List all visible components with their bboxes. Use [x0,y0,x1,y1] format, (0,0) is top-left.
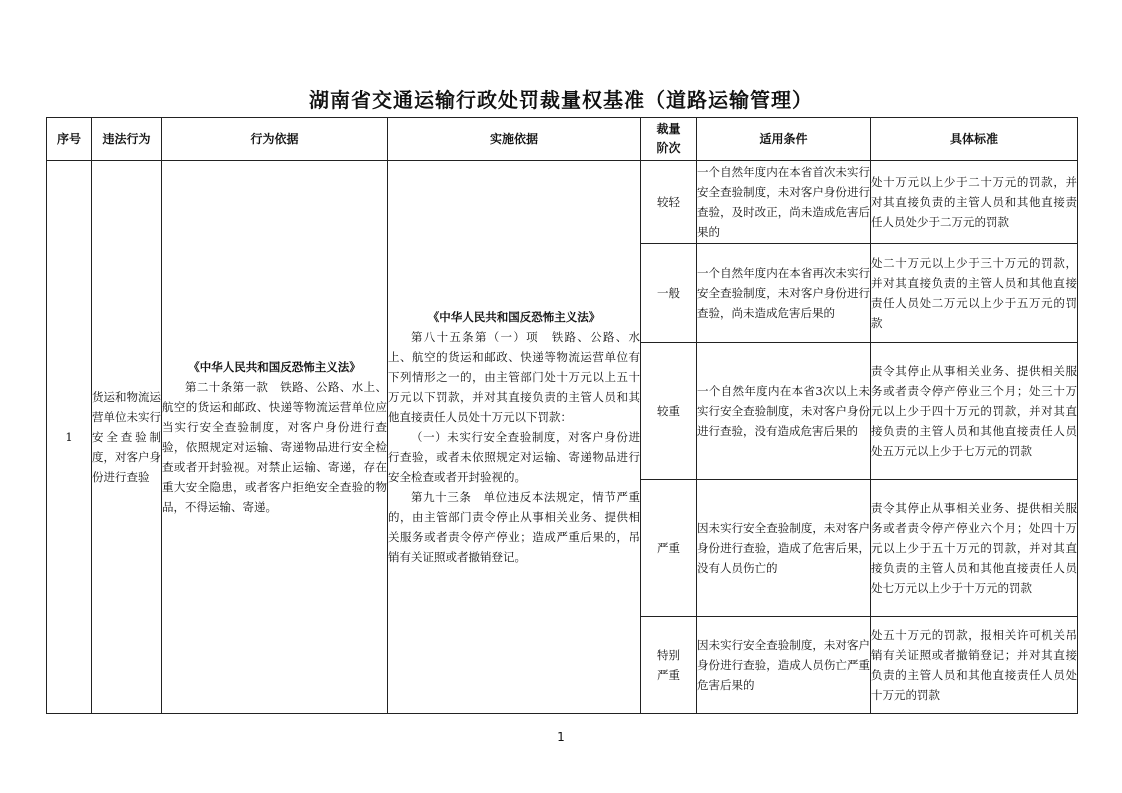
condition-cell: 一个自然年度内在本省首次未实行安全查验制度，未对客户身份进行查验，及时改正，尚未造成危害后果的 [697,161,871,244]
level-cell: 一般 [641,244,697,343]
standard-cell: 处十万元以上少于二十万元的罚款，并对其直接负责的主管人员和其他直接责任人员处少于二万元的罚款 [871,161,1078,244]
implementation-paragraph-3: 第九十三条 单位违反本法规定，情节严重的，由主管部门责令停止从事相关业务、提供相关服务或者责令停产停业；造成严重后果的，吊销有关证照或者撤销登记。 [388,490,640,564]
condition-cell: 因未实行安全查验制度，未对客户身份进行查验，造成了危害后果，没有人员伤亡的 [697,480,871,617]
header-no: 序号 [47,118,92,161]
level-cell: 严重 [641,480,697,617]
header-violation: 违法行为 [92,118,162,161]
level-cell: 较重 [641,343,697,480]
penalty-standards-table [46,117,1078,714]
standard-cell: 处二十万元以上少于三十万元的罚款，并对其直接负责的主管人员和其他直接责任人员处二万元以上少于五万元的罚款 [871,244,1078,343]
header-conditions: 适用条件 [697,118,871,161]
header-standard: 具体标准 [871,118,1078,161]
basis-law-name: 《中华人民共和国反恐怖主义法》 [188,360,361,374]
table-row [47,161,1078,244]
header-level: 裁量阶次 [641,118,697,161]
level-cell: 特别严重 [641,617,697,714]
standard-cell: 责令其停止从事相关业务、提供相关服务或者责令停产停业三个月；处三十万元以上少于四十万元的罚款，并对其直接负责的主管人员和其他直接责任人员处五万元以上少于七万元的罚款 [871,343,1078,480]
condition-cell: 一个自然年度内在本省再次未实行安全查验制度，未对客户身份进行查验，尚未造成危害后果的 [697,244,871,343]
page-number: 1 [557,730,565,744]
condition-cell: 一个自然年度内在本省3次以上未实行安全查验制度，未对客户身份进行查验，没有造成危害后果的 [697,343,871,480]
implementation-paragraph-1: 第八十五条第（一）项 铁路、公路、水上、航空的货运和邮政、快递等物流运营单位有下列情形之一的，由主管部门处十万元以上五十万元以下罚款，并对其直接负责的主管人员和其他直接责任人员处十万元以下罚款： [388,330,640,424]
basis-text: 第二十条第一款 铁路、公路、水上、航空的货运和邮政、快递等物流运营单位应当实行安全查验制度，对客户身份进行查验，依照规定对运输、寄递物品进行安全检查或者开封验视。对禁止运输、寄递，存在重大安全隐患，或者客户拒绝安全查验的物品，不得运输、寄递。 [162,380,387,514]
condition-cell: 因未实行安全查验制度，未对客户身份进行查验，造成人员伤亡严重危害后果的 [697,617,871,714]
standard-cell: 处五十万元的罚款，报相关许可机关吊销有关证照或者撤销登记；并对其直接负责的主管人员和其他直接责任人员处十万元的罚款 [871,617,1078,714]
standard-cell: 责令其停止从事相关业务、提供相关服务或者责令停产停业六个月；处四十万元以上少于五十万元的罚款，并对其直接负责的主管人员和其他直接责任人员处七万元以上少于十万元的罚款 [871,480,1078,617]
violation-cell: 货运和物流运营单位未实行安全查验制度，对客户身份进行查验 [92,161,162,714]
header-implementation: 实施依据 [388,118,641,161]
header-basis: 行为依据 [162,118,388,161]
level-cell: 较轻 [641,161,697,244]
table-header-row [47,118,1078,161]
implementation-paragraph-2: （一）未实行安全查验制度，对客户身份进行查验，或者未依照规定对运输、寄递物品进行安全检查或者开封验视的。 [388,430,640,484]
implementation-law-name: 《中华人民共和国反恐怖主义法》 [427,310,601,324]
row-number: 1 [47,161,92,714]
implementation-cell [388,161,641,714]
document-title: 湖南省交通运输行政处罚裁量权基准（道路运输管理） [309,88,813,112]
basis-cell [162,161,388,714]
